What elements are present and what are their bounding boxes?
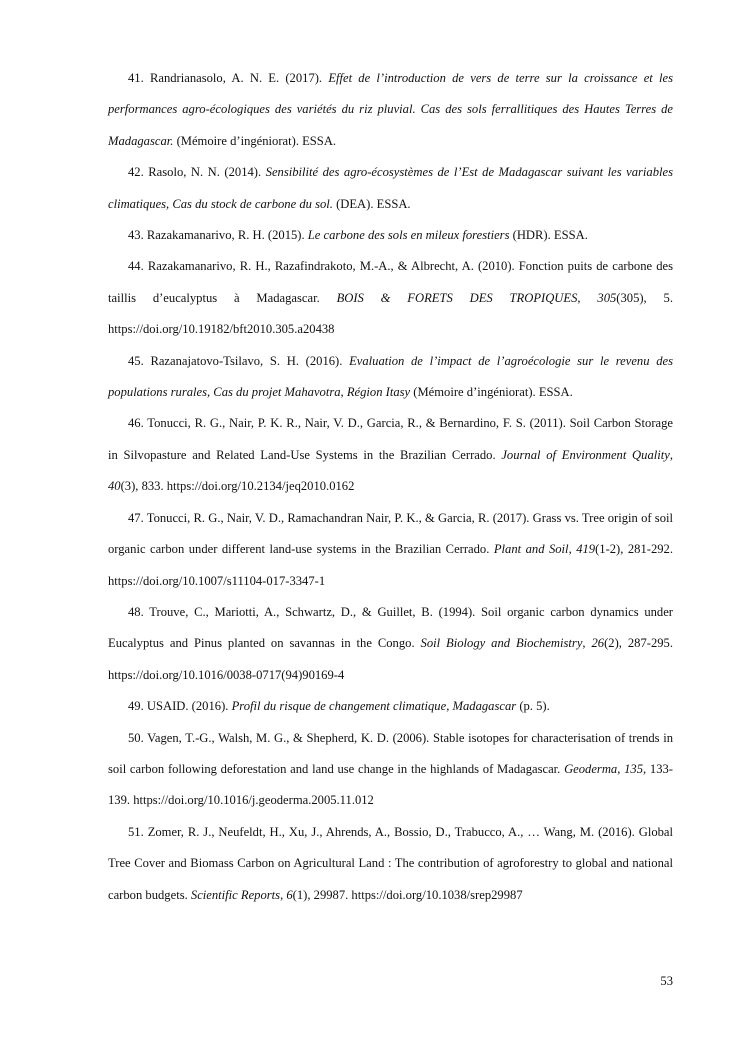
reference-authors: Randrianasolo, A. N. E. (2017). [149,71,329,85]
reference-title: Le carbone des sols en mileux forestiers [307,228,510,243]
reference-item [108,157,673,220]
reference-separator: , [669,447,673,462]
reference-title: Effet de l’introduction de vers de terre sur la croissance et les performances agro-écologiques des variétés du riz pluvial. Cas des sols ferrallitiques des Hautes Terres de Madagascar. [108,71,673,148]
reference-item [108,251,673,345]
reference-number: 42. [128,165,144,180]
reference-number: 47. [128,510,144,525]
reference-authors: Vagen, T.-G., Walsh, M. G., & Shepherd, K. D. (2006). Stable isotopes for characterisation of trends in soil carbon following deforestation and land use change in the highlands of Madagascar. [108,730,674,776]
reference-title: Profil du risque de changement climatique, Madagascar [231,699,517,714]
reference-number: 41. [128,71,144,85]
reference-journal: Geoderma [564,761,618,776]
reference-separator: , [582,636,592,651]
reference-number: 51. [128,824,144,839]
reference-item [108,597,673,691]
reference-separator: , [577,290,598,305]
reference-journal: Scientific Reports [190,887,281,902]
reference-journal: Plant and Soil [493,542,569,557]
reference-number: 45. [128,353,144,368]
reference-journal: Journal of Environment Quality [501,447,670,462]
reference-volume: 40 [108,479,121,494]
reference-source: (305), 5. https://doi.org/10.19182/bft2010.305.a20438 [108,290,673,337]
reference-authors: Trouve, C., Mariotti, A., Schwartz, D., & Guillet, B. (1994). Soil organic carbon dynamics under Eucalyptus and Pinus planted on savannas in the Congo. [108,604,673,651]
reference-item [108,817,673,911]
reference-journal: BOIS & FORETS DES TROPIQUES [336,290,578,305]
reference-source: (DEA). ESSA. [332,196,411,211]
reference-volume: 135 [624,761,644,776]
reference-authors: USAID. (2016). [146,699,232,714]
reference-item [108,503,673,597]
reference-volume: 419 [576,542,596,557]
reference-item [108,220,673,251]
reference-number: 48. [128,604,144,619]
reference-authors: Tonucci, R. G., Nair, V. D., Ramachandran Nair, P. K., & Garcia, R. (2017). Grass vs. Tree origin of soil organic carbon under different land-use systems in the Brazilian Cerrado. [108,510,673,557]
reference-source: (Mémoire d’ingéniorat). ESSA. [410,385,573,400]
reference-source: (2), 287-295. https://doi.org/10.1016/0038-0717(94)90169-4 [108,636,673,682]
reference-source: (3), 833. https://doi.org/10.2134/jeq2010.0162 [120,479,355,494]
reference-title: Evaluation de l’impact de l’agroécologie sur le revenu des populations rurales, Cas du projet Mahavotra, Région Itasy [108,353,673,400]
reference-source: (HDR). ESSA. [509,228,588,243]
reference-authors: Tonucci, R. G., Nair, P. K. R., Nair, V. D., Garcia, R., & Bernardino, F. S. (2011). Soil Carbon Storage in Silvopasture and Related Land-Use Systems in the Brazilian Cerrado. [108,416,673,462]
reference-source: (1-2), 281-292. https://doi.org/10.1007/s11104-017-3347-1 [108,542,673,588]
reference-source: , 133-139. https://doi.org/10.1016/j.geoderma.2005.11.012 [108,761,673,808]
reference-journal: Soil Biology and Biochemistry [420,636,583,651]
reference-number: 50. [128,730,144,745]
reference-volume: 26 [591,636,605,651]
reference-source: (Mémoire d’ingéniorat). ESSA. [173,133,337,148]
reference-volume: 6 [286,887,293,902]
reference-number: 49. [128,699,144,714]
reference-item [108,408,673,502]
reference-volume: 305 [597,290,617,305]
reference-separator: , [617,761,625,776]
reference-item [108,63,673,157]
reference-title: Sensibilité des agro-écosystèmes de l’Est de Madagascar suivant les variables climatiques, Cas du stock de carbone du sol. [108,165,673,211]
reference-authors: Razakamanarivo, R. H., Razafindrakoto, M.-A., & Albrecht, A. (2010). Fonction puits de carbone des taillis d’eucalyptus à Madagascar. [108,259,673,305]
reference-number: 43. [128,228,144,243]
reference-list [108,63,673,911]
reference-source: (1), 29987. https://doi.org/10.1038/srep29987 [292,887,523,902]
reference-authors: Razanajatovo-Tsilavo, S. H. (2016). [150,353,350,368]
reference-authors: Zomer, R. J., Neufeldt, H., Xu, J., Ahrends, A., Bossio, D., Trabucco, A., … Wang, M. (2016). Global Tree Cover and Biomass Carbon on Agricultural Land : The contribution of agroforestry to global and national carbon budgets. [108,824,673,902]
reference-number: 46. [128,416,144,431]
reference-number: 44. [128,259,144,274]
reference-separator: , [280,887,287,902]
reference-item [108,691,673,722]
reference-authors: Razakamanarivo, R. H. (2015). [146,228,308,243]
page-number: 53 [660,974,673,988]
reference-separator: , [568,542,577,557]
reference-authors: Rasolo, N. N. (2014). [148,165,266,180]
reference-item [108,346,673,409]
reference-source: (p. 5). [516,699,550,714]
reference-item [108,723,673,817]
